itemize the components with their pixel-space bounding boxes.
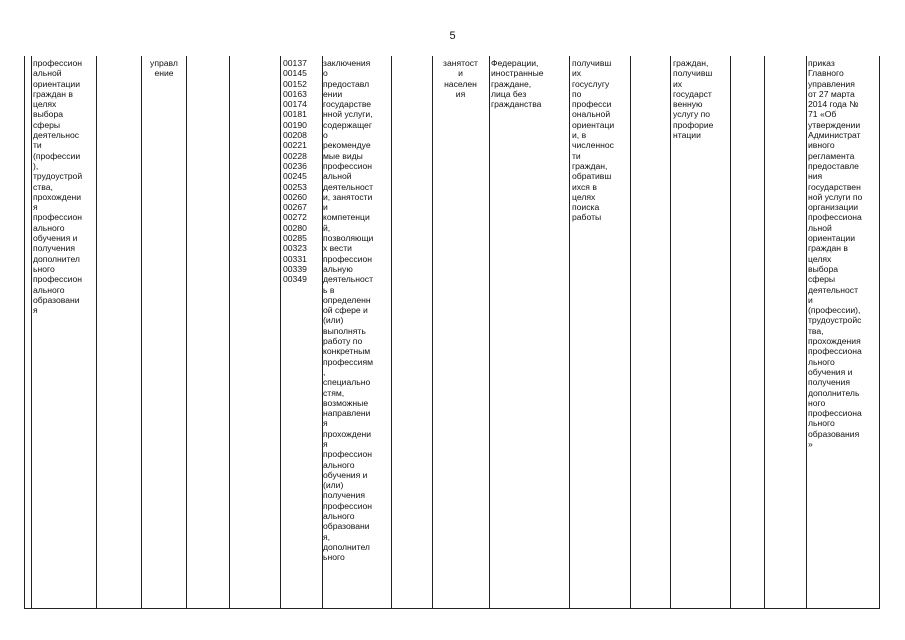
cell-authority: управл ение [150,58,178,79]
column-border [489,56,490,609]
column-border [280,56,281,609]
column-border [141,56,142,609]
column-border [391,56,392,609]
column-border [569,56,570,609]
cell-legal-act: приказ Главного управления от 27 марта 2014 года № 71 «Об утверждении Администрат ивного регламента предоставле ния государствен ной услуги по организации профессиона льной ориентации граждан в целях выбора сферы деятельност и (профессии), трудоустройс тва, прохождения профессиона льного обучения и получения дополнитель ного профессиона льного образования » [808,58,863,449]
column-border [630,56,631,609]
cell-service-name: профессион альной ориентации граждан в целях выбора сферы деятельнос ти (профессии ), трудоустрой ства, прохождени я профессион ального обучения и получения дополнител ьного профессион ального образовани я [33,58,83,316]
cell-indicator: получивш их госуслугу по професси ональной ориентаци и, в численнос ти граждан, обративш ихся в целях поиска работы [572,58,615,223]
column-border [31,56,32,609]
cell-codes: 00137 00145 00152 00163 00174 00181 00190 00208 00221 00228 00236 00245 00253 00260 00267 00272 00280 00285 00323 00331 00339 00349 [283,58,307,285]
cell-authority-type: занятост и населен ия [443,58,478,99]
column-border [186,56,187,609]
cell-recipients: Федерации, иностранные граждане, лица без гражданства [491,58,544,110]
page-number: 5 [449,30,456,42]
column-border [24,56,25,609]
column-border [879,56,880,609]
column-border [806,56,807,609]
table-bottom-border [24,608,880,609]
column-border [432,56,433,609]
cell-result-description: заключения о предоставл ении государстве нной услуги, содержащег о рекомендуе мые виды профессион альной деятельност и, занятости и компетенци й, позволяющи х вести профессион альную деятельност ь в определенн ой сфере и (или) выполнять работу по конкретным профессиям , специально стям, возможные направлени я прохождени я профессион ального обучения и (или) получения профессион ального образовани я, дополнител ьного [323,58,374,563]
column-border [96,56,97,609]
column-border [730,56,731,609]
cell-indicator-unit: граждан, получивш их государст венную услугу по профорие нтации [673,58,714,141]
column-border [670,56,671,609]
document-table [24,56,880,609]
column-border [229,56,230,609]
column-border [764,56,765,609]
